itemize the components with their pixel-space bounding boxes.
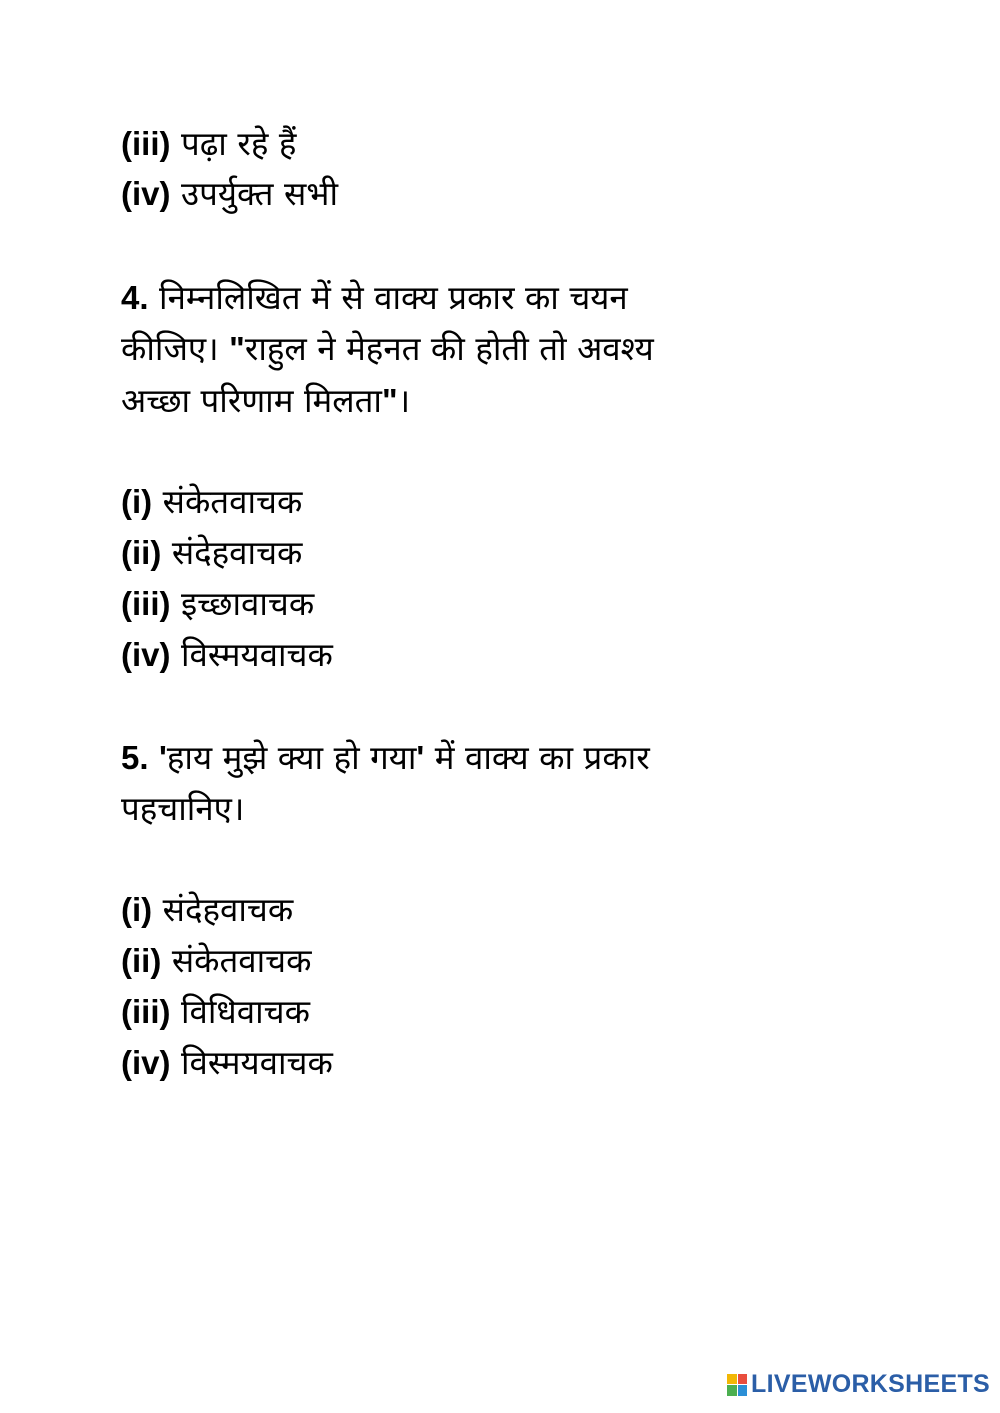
question-5-option-iv bbox=[121, 1037, 333, 1089]
question-text: कीजिए। bbox=[121, 329, 230, 368]
question-5-option-iii bbox=[121, 986, 310, 1038]
question-4-option-iv bbox=[121, 629, 333, 681]
question-5-line-2 bbox=[121, 783, 244, 835]
option-text: संकेतवाचक bbox=[171, 941, 312, 980]
option-iii bbox=[121, 118, 296, 170]
question-text: में वाक्य का प्रकार bbox=[424, 738, 650, 777]
question-4-line-1 bbox=[121, 272, 628, 324]
option-marker: (iv) bbox=[121, 636, 171, 673]
question-5-line-1 bbox=[121, 732, 650, 784]
question-text: निम्नलिखित में से वाक्य प्रकार का चयन bbox=[159, 278, 628, 317]
option-text: संदेहवाचक bbox=[162, 890, 294, 929]
quote-mark: " bbox=[229, 330, 245, 367]
option-text: संकेतवाचक bbox=[162, 482, 303, 521]
question-4-line-3 bbox=[121, 375, 410, 427]
sentence-end: । bbox=[397, 381, 411, 420]
quote-mark: ' bbox=[159, 739, 167, 776]
quoted-sentence: अच्छा परिणाम मिलता bbox=[121, 381, 382, 420]
question-4-option-ii bbox=[121, 527, 302, 579]
option-marker: (iii) bbox=[121, 585, 171, 622]
question-5-option-ii bbox=[121, 935, 311, 987]
option-marker: (i) bbox=[121, 483, 153, 520]
option-marker: (i) bbox=[121, 891, 153, 928]
option-text: पढ़ा रहे हैं bbox=[180, 124, 297, 163]
option-marker: (iv) bbox=[121, 175, 171, 212]
quote-mark: " bbox=[381, 382, 398, 419]
question-4-line-2 bbox=[121, 323, 654, 375]
question-5-option-i bbox=[121, 884, 293, 936]
question-number: 4. bbox=[121, 279, 149, 316]
quote-mark: ' bbox=[416, 739, 425, 776]
option-text: विस्मयवाचक bbox=[181, 635, 333, 674]
question-4-option-iii bbox=[121, 578, 314, 630]
quoted-sentence: हाय मुझे क्या हो गया bbox=[166, 738, 417, 777]
quoted-sentence: राहुल ने मेहनत की होती तो अवश्य bbox=[244, 329, 654, 368]
option-marker: (iii) bbox=[121, 125, 171, 162]
question-text: पहचानिए। bbox=[121, 789, 245, 828]
option-text: संदेहवाचक bbox=[171, 533, 303, 572]
option-marker: (ii) bbox=[121, 534, 162, 571]
option-marker: (iv) bbox=[121, 1044, 171, 1081]
liveworksheets-watermark bbox=[727, 1370, 990, 1399]
option-text: उपर्युक्त सभी bbox=[181, 174, 339, 213]
question-number: 5. bbox=[121, 739, 149, 776]
option-text: इच्छावाचक bbox=[180, 584, 315, 623]
liveworksheets-logo-icon bbox=[727, 1374, 747, 1396]
option-iv bbox=[121, 168, 338, 220]
option-marker: (ii) bbox=[121, 942, 162, 979]
question-4-option-i bbox=[121, 476, 302, 528]
brand-name: LIVEWORKSHEETS bbox=[751, 1370, 990, 1398]
option-text: विस्मयवाचक bbox=[181, 1043, 333, 1082]
option-text: विधिवाचक bbox=[180, 992, 310, 1031]
option-marker: (iii) bbox=[121, 993, 171, 1030]
